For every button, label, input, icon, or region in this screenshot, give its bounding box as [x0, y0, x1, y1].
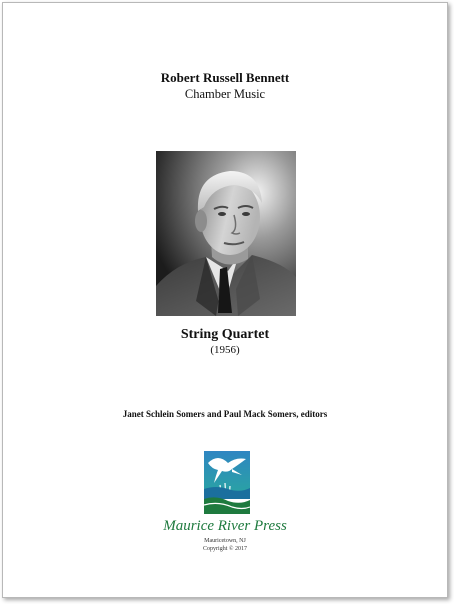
publisher-logo-icon: [202, 449, 252, 516]
work-year: (1956): [210, 344, 240, 356]
editors-credit: Janet Schlein Somers and Paul Mack Somers, editors: [122, 409, 328, 419]
collection-subtitle: Chamber Music: [184, 87, 266, 101]
publisher-city: Mauricetown, NJ: [204, 538, 246, 544]
copyright-notice: Copyright © 2017: [203, 546, 247, 552]
composer-name: Robert Russell Bennett: [160, 70, 290, 85]
publisher-name: Maurice River Press: [163, 518, 287, 534]
composer-portrait: [156, 151, 296, 316]
work-title: String Quartet: [180, 327, 270, 342]
score-cover-page: [2, 2, 448, 598]
heron-over-water-logo: [202, 449, 252, 516]
portrait-photo: [156, 151, 296, 316]
